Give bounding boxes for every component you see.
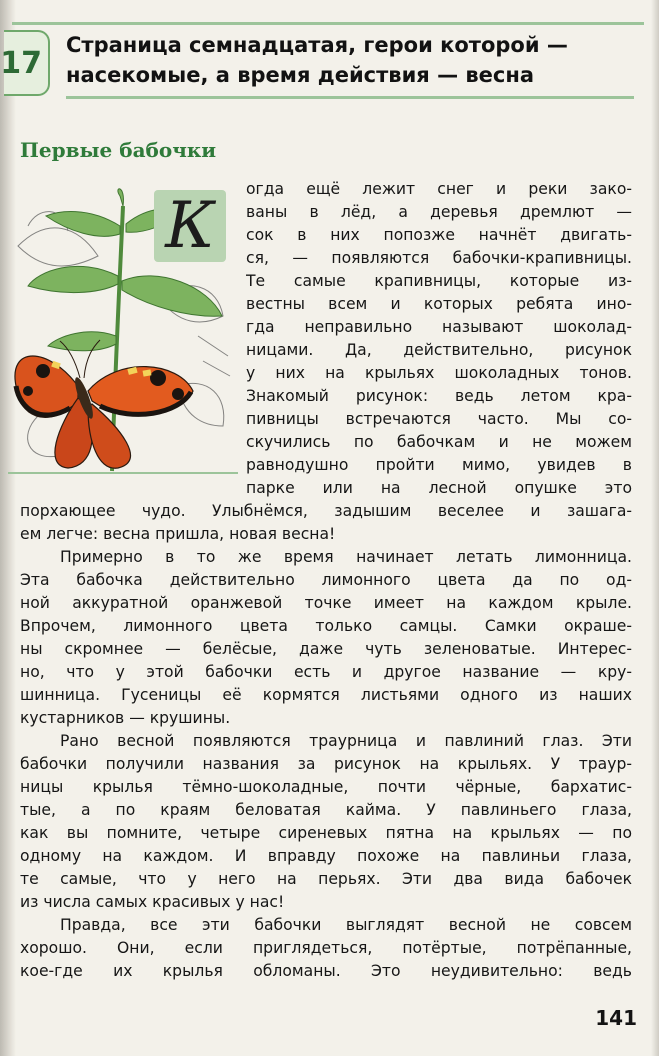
text-line: Знакомый рисунок: ведь летом кра- [246, 387, 632, 405]
text-line: бабочки получили названия за рисунок на крыльях. У траур- [20, 755, 632, 773]
text-line: ваны в лёд, а деревья дремлют — [246, 203, 632, 221]
chapter-title-line-2: насекомые, а время действия — весна [66, 63, 535, 87]
text-line: кустарников — крушины. [20, 709, 231, 727]
text-line: ся, — появляются бабочки-крапивницы. [246, 249, 632, 267]
chapter-title-line-1: Страница семнадцатая, герои которой — [66, 33, 568, 57]
paragraph-first-line: Примерно в то же время начинает летать лимонница. [60, 548, 632, 566]
text-line: ной аккуратной оранжевой точке имеет на каждом крыле. [20, 594, 632, 612]
book-spine-shadow [0, 0, 16, 1056]
text-line: одному на каждом. И вправду похоже на павлиньи глаза, [20, 847, 632, 865]
text-line: те самые, что у него на перьях. Эти два вида бабочек [20, 870, 632, 888]
text-line: ем легче: весна пришла, новая весна! [20, 525, 336, 543]
text-line: тые, а по краям беловатая кайма. У павлиньего глаза, [20, 801, 632, 819]
text-line: шинница. Гусеницы её кормятся листьями одного из наших [20, 686, 632, 704]
text-line: ницы крылья тёмно-шоколадные, почти чёрные, бархатис- [20, 778, 632, 796]
text-line: Эта бабочка действительно лимонного цвета да по од- [20, 571, 632, 589]
text-line: кое-где их крылья обломаны. Это неудивительно: ведь [20, 962, 632, 980]
chapter-title [66, 30, 636, 90]
section-title: Первые бабочки [20, 138, 217, 162]
text-line: хорошо. Они, если приглядеться, потёртые, потрёпанные, [20, 939, 632, 957]
text-line: ницами. Да, действительно, рисунок [246, 341, 632, 359]
text-line: Те самые крапивницы, которые из- [246, 272, 632, 290]
text-line: сок в них попозже начнёт двигать- [246, 226, 632, 244]
text-line: но, что у этой бабочки есть и другое название — кру- [20, 663, 632, 681]
text-line: у них на крыльях шоколадных тонов. [246, 364, 632, 382]
paragraph-first-line: Рано весной появляются траурница и павлиний глаз. Эти [60, 732, 632, 750]
text-line: гда неправильно называют шоколад- [246, 318, 632, 336]
page-number: 141 [595, 1006, 637, 1030]
text-line: порхающее чудо. Улыбнёмся, задышим веселее и зашага- [20, 502, 632, 520]
top-rule [12, 22, 644, 25]
text-line: из числа самых красивых у нас! [20, 893, 285, 911]
text-line: равнодушно пройти мимо, увидев в [246, 456, 632, 474]
text-line: пивницы встречаются часто. Мы со- [246, 410, 632, 428]
text-line: ны скромнее — белёсые, даже чуть зеленоватые. Интерес- [20, 640, 632, 658]
text-line: вестны всем и которых ребята ино- [246, 295, 632, 313]
page-edge-shadow [651, 0, 659, 1056]
chapter-number-badge: 17 [4, 30, 50, 96]
drop-cap-letter: К [154, 190, 226, 262]
title-rule [66, 96, 634, 99]
paragraph-first-line: Правда, все эти бабочки выглядят весной не совсем [60, 916, 632, 934]
text-line: Впрочем, лимонного цвета только самцы. Самки окраше- [20, 617, 632, 635]
text-line: парке или на лесной опушке это [246, 479, 632, 497]
text-line: огда ещё лежит снег и реки зако- [246, 180, 632, 198]
text-line: как вы помните, четыре сиреневых пятна на крыльях — по [20, 824, 632, 842]
text-line: скучились по бабочкам и не можем [246, 433, 632, 451]
